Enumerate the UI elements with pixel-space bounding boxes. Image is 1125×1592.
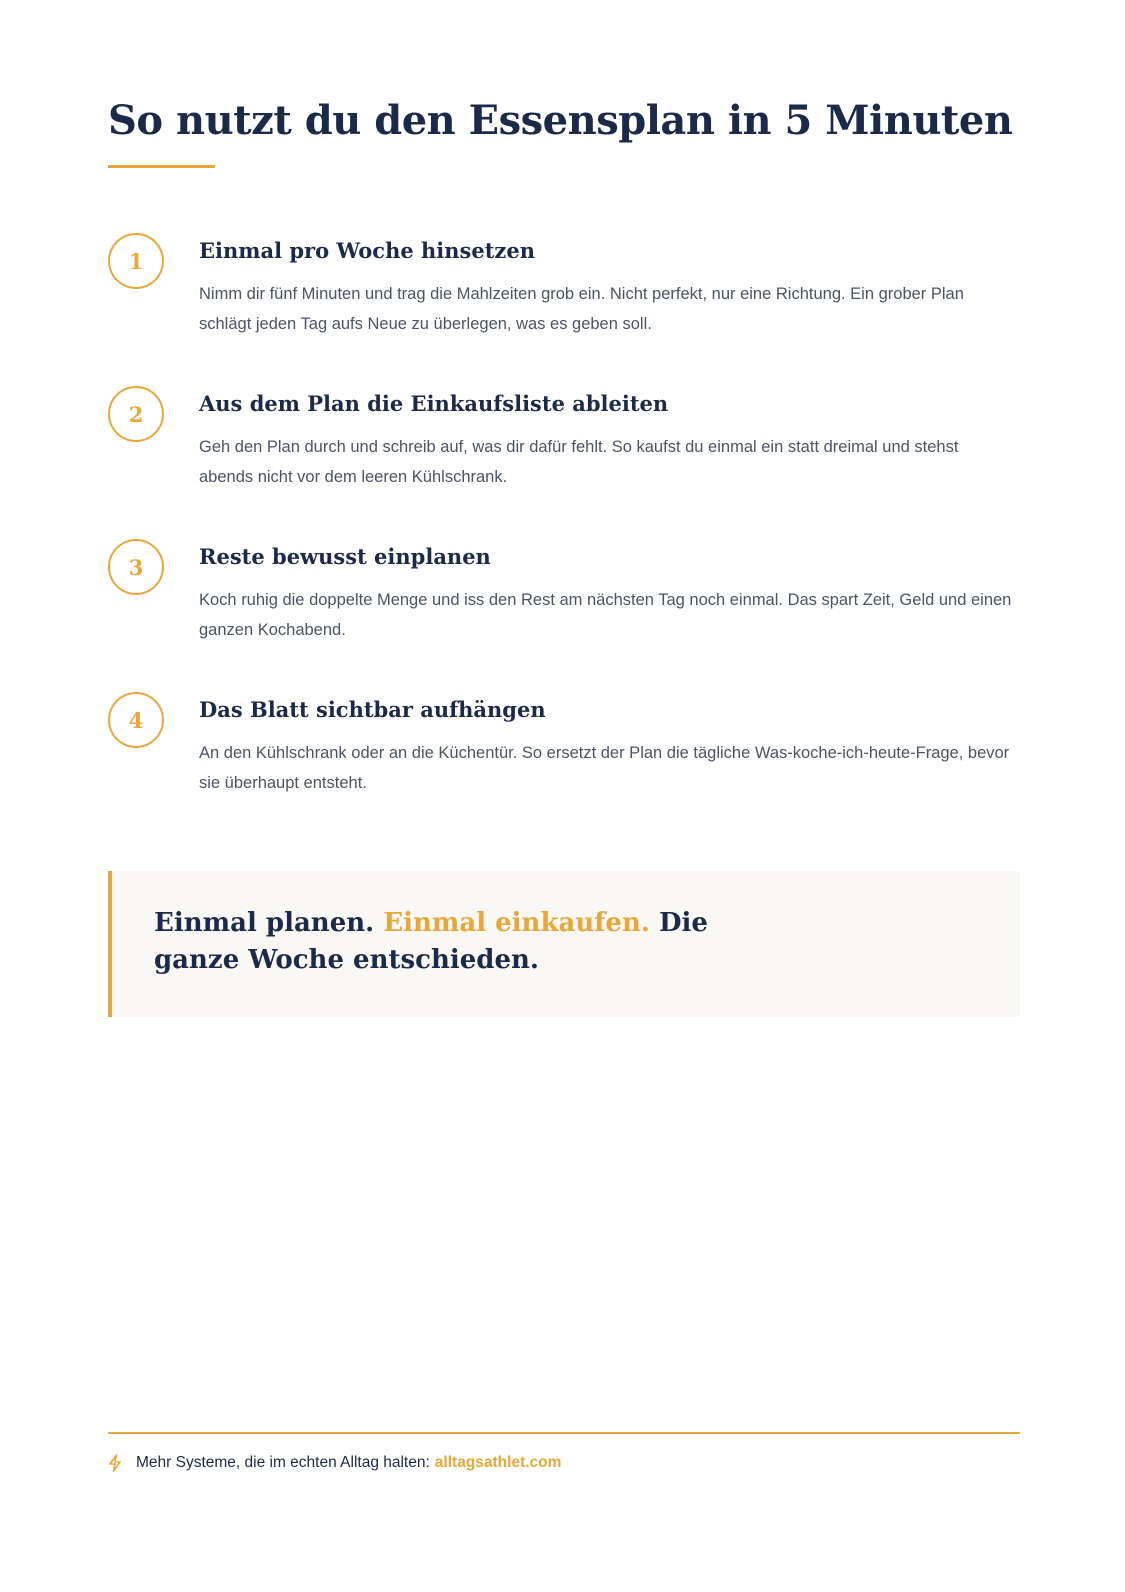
step-title: Aus dem Plan die Einkaufsliste ableiten [199,391,669,416]
step-number-badge: 1 [108,233,164,289]
quote-callout [108,871,1020,1017]
quote-part-2-highlight: Einmal einkaufen. [383,908,650,938]
quote-part-1: Einmal planen. [154,908,375,938]
footer [108,1454,561,1472]
step-number-badge: 4 [108,692,164,748]
lightning-bolt-icon [108,1454,122,1472]
step-description: Koch ruhig die doppelte Menge und iss den Rest am nächsten Tag noch einmal. Das spart Zeit, Geld und einen ganzen Kochabend. [199,591,1012,639]
step-title: Das Blatt sichtbar aufhängen [199,697,546,722]
step-description: Nimm dir fünf Minuten und trag die Mahlzeiten grob ein. Nicht perfekt, nur eine Richtung. Ein grober Plan schlägt jeden Tag aufs Neue zu überlegen, was es geben soll. [199,285,964,333]
quote-part-3: Die ganze Woche entschieden. [154,908,708,975]
step-title: Reste bewusst einplanen [199,544,491,569]
title-underline [108,165,215,168]
step-number-badge: 3 [108,539,164,595]
footer-divider [108,1432,1020,1434]
step-title: Einmal pro Woche hinsetzen [199,238,535,263]
step-description: Geh den Plan durch und schreib auf, was dir dafür fehlt. So kaufst du einmal ein statt dreimal und stehst abends nicht vor dem leeren Kühlschrank. [199,438,959,486]
quote-text [154,905,774,979]
page-title: So nutzt du den Essensplan in 5 Minuten [108,97,1013,144]
step-number-badge: 2 [108,386,164,442]
footer-text: Mehr Systeme, die im echten Alltag halten: [136,1454,430,1471]
step-description: An den Kühlschrank oder an die Küchentür. So ersetzt der Plan die tägliche Was-koche-ich-heute-Frage, bevor sie überhaupt entsteht. [199,744,1010,792]
footer-website-link[interactable]: alltagsathlet.com [434,1454,562,1471]
